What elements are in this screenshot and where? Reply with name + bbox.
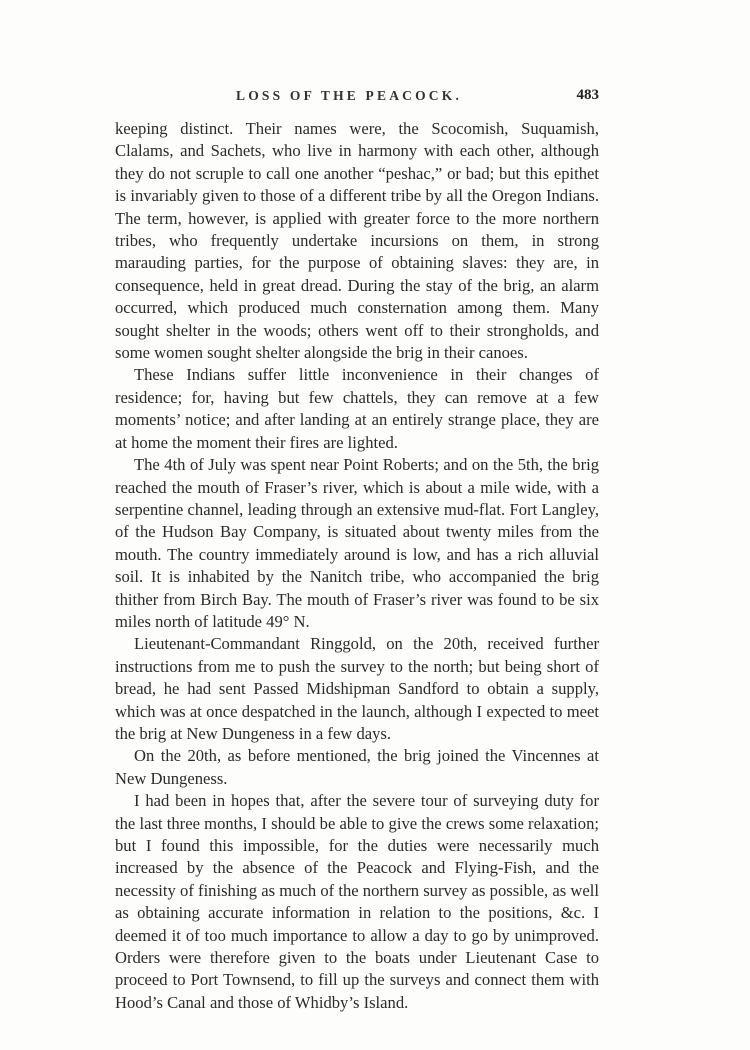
body-text — [115, 118, 599, 1014]
paragraph-continued: keeping distinct. Their names were, the Scocomish, Suquamish, Clalams, and Sachets, who live in harmony with each other, although they do not scruple to call one another “peshac,” or bad; but this epithet is invariably given to those of a different tribe by all the Oregon Indians. The term, however, is applied with greater force to the more northern tribes, who frequently undertake incursions on them, in strong marauding parties, for the purpose of obtaining slaves: they are, in consequence, held in great dread. During the stay of the brig, an alarm occurred, which produced much consternation among them. Many sought shelter in the woods; others went off to their strongholds, and some women sought shelter alongside the brig in their canoes. — [115, 119, 599, 363]
paragraph-indians-residence: These Indians suffer little inconvenience in their changes of residence; for, having but few chattels, they can remove at a few moments’ notice; and after landing at an entirely strange place, they are at home the moment their fires are lighted. — [115, 365, 599, 452]
running-head — [115, 88, 599, 110]
paragraph-surveying-duty: I had been in hopes that, after the severe tour of surveying duty for the last three months, I should be able to give the crews some relaxation; but I found this impossible, for the duties were necessarily much increased by the absence of the Peacock and Flying-Fish, and the necessity of finishing as much of the northern survey as possible, as well as obtaining accurate information in relation to the positions, &c. I deemed it of too much importance to allow a day to go by unimproved. Orders were therefore given to the boats under Lieutenant Case to proceed to Port Townsend, to fill up the surveys and connect them with Hood’s Canal and those of Whidby’s Island. — [115, 791, 599, 1012]
page-number: 483 — [576, 87, 599, 103]
paragraph-fraser-river: The 4th of July was spent near Point Roberts; and on the 5th, the brig reached the mouth of Fraser’s river, which is about a mile wide, with a serpentine channel, leading through an extensive mud-flat. Fort Langley, of the Hudson Bay Company, is situated about twenty miles from the mouth. The country immediately around is low, and has a rich alluvial soil. It is inhabited by the Nanitch tribe, who accompanied the brig thither from Birch Bay. The mouth of Fraser’s river was found to be six miles north of latitude 49° N. — [115, 455, 599, 631]
paragraph-ringgold-instructions: Lieutenant-Commandant Ringgold, on the 20th, received further instructions from me to push the survey to the north; but being short of bread, he had sent Passed Midshipman Sandford to obtain a supply, which was at once despatched in the launch, although I expected to meet the brig at New Dungeness in a few days. — [115, 634, 599, 743]
running-title: LOSS OF THE PEACOCK. — [236, 88, 463, 103]
paragraph-brig-joined: On the 20th, as before mentioned, the brig joined the Vincennes at New Dungeness. — [115, 746, 599, 788]
